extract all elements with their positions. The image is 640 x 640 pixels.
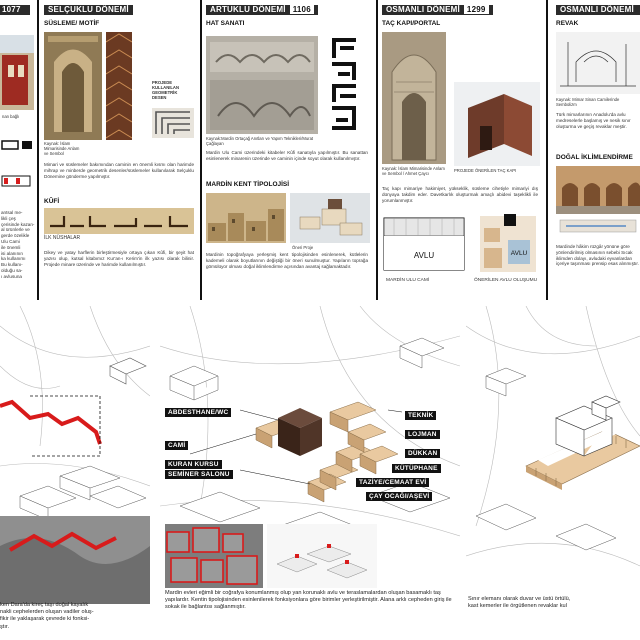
col2-subtitle-motif: SÜSLEME/ MOTİF [44, 20, 100, 27]
column-separator [200, 0, 202, 300]
column-separator [37, 0, 39, 300]
col3-paragraph-1: Mardin Ulu Cami üzerindeki kitabeler Kûfi sanatıyla yapılmıştır. Bu sanattan esinlenerek minarenin üzerinde ve caminin içinde soyut olarak kullanılmıştır. [206, 150, 368, 161]
column-1 [0, 0, 36, 300]
context-description: ken Dara'da kireç taşı doğal kayalık nakli cephelerden oluşan vadiler oluş- fikir ile yaklaşarak çevrede ki fonksi- ştır. [0, 602, 94, 630]
col4-ulu-cami-plan [382, 214, 466, 274]
col4-proposal-caption: PROJEDE ÖNERİLEN TAÇ KAPI [454, 168, 517, 173]
col2-paragraph-1: Mimari ve süslemeler bakımından caminin en önemli kısmı olan harimde mihrap ve minberde geometrik desenler/süslemeler kullanılarak Selçuklu Dönemine gönderme yapılmıştır. [44, 162, 194, 179]
column-separator [546, 0, 548, 300]
col2-kufi-manuscript [44, 208, 194, 234]
column-5 [556, 0, 640, 300]
col1-year: 1077 [2, 5, 21, 14]
col3-proposal-caption: Öneri Proje [292, 245, 314, 250]
label-seminer-salonu: SEMİNER SALONU [165, 470, 233, 479]
col5-wind-diagram [556, 216, 640, 236]
terrace-model-render [267, 524, 377, 588]
arcade-description: Sınır elemanı olarak duvar ve üstü örtülü, kast kemerler ile örgütlenen revaklar kul [468, 596, 571, 610]
program-description: Mardin evleri eğimli bir coğrafya konumlanmış olup yan korunaklı avlu ve teraslamalardan oluşan basamaklı taş yapılardır. Kentin tipolojisinden esinlenilerek fonksiyonlara göre birimler yerleştirilmiştir. Alana arklı cepheden giriş ile sokak ile bağlantısı sağlanmıştır. [165, 590, 452, 611]
col3-header-title: ARTUKLU DÖNEMİ [210, 5, 286, 14]
col1-plan-sketch [0, 135, 34, 155]
col3-year: 1106 [290, 5, 314, 14]
label-cay-ocagi: ÇAY OCAĞI/AŞEVİ [366, 492, 432, 501]
col4-portal-photo [382, 32, 446, 164]
col2-header: SELÇUKLU DÖNEMİ [44, 5, 133, 15]
top-panel [0, 0, 640, 300]
label-taziye: TAZİYE/CEMAAT EVİ [356, 478, 429, 487]
col4-proposed-avlu-label: AVLU [510, 250, 528, 257]
label-abdesthane: ABDESTHANE/WC [165, 408, 231, 417]
col5-courtyard-photo [556, 166, 640, 214]
label-teknik: TEKNİK [405, 411, 436, 420]
label-cami: CAMİ [165, 441, 188, 450]
col4-plan-avlu-label: AVLU [413, 251, 435, 260]
col5-header: OSMANLI DÖNEMİ [556, 5, 640, 15]
column-3 [206, 0, 372, 300]
column-separator [376, 0, 378, 300]
col1-header [0, 5, 30, 15]
col4-proposed-courtyard-plan [478, 214, 538, 274]
col4-year: 1299 [464, 5, 489, 14]
col5-paragraph-1: Türk mimarlarının Anadolu'da avlu medreselerle başlamış ve nesik sınır oluşturma ve geçiş revaklar meştir. [556, 112, 631, 129]
col4-source-caption: Kaynak: İslam Mimarisinde Anlam ve Sembol / Ahmet Çaycı [382, 166, 445, 176]
col3-subtitle-hat: HAT SANATI [206, 20, 245, 27]
site-diagram-panel [0, 306, 640, 640]
col2-mihrab-photo [44, 32, 102, 140]
col1-red-diagram [0, 172, 34, 192]
col5-mosque-sketch [556, 32, 640, 94]
col2-pattern-photo [106, 32, 132, 140]
col4-ulu-cami-caption: MARDİN ULU CAMİ [386, 278, 430, 283]
col3-header [206, 5, 318, 15]
col5-subtitle-iklim: DOĞAL İKLİMLENDİRME [556, 154, 633, 161]
column-2 [44, 0, 196, 300]
col3-kufi-calligraphy [330, 36, 358, 134]
col1-photo [0, 35, 34, 110]
col5-subtitle-revak: REVAK [556, 20, 579, 27]
label-lojman: LOJMAN [405, 430, 440, 439]
col4-header-title: OSMANLI DÖNEMİ [386, 5, 460, 14]
col3-subtitle-tipoloji: MARDİN KENT TİPOLOJİSİ [206, 181, 290, 188]
col2-geometric-pattern [152, 108, 194, 138]
label-dukkan: DÜKKAN [405, 449, 440, 458]
col1-caption: nan bağlı [2, 114, 20, 119]
col3-source-caption: Kaynak:Mardin Ortaçağ Anıtları ve Yapım Teknikleri/Murat Çağlayan [206, 136, 314, 146]
col2-paragraph-2: Dikey ve yatay harflerin birleştirmesiyle ortaya çıkan Kûfi, bir şeyit hat yazısı olup, kutsal kitabımız Kur'an-ı Kerim'in ilk yazısı olarak bilinir. Projede minare üzerinde ve harimde kullanılmıştır. [44, 250, 194, 267]
col5-paragraph-2: Mardinde hâkim rüzgâr yönüne göre yönlendirilmiş olmasının sebebi Sıcak iklimden dolayı, avludaki eyvanlardan içeriye taşınması prensip esas alınmıştır. [556, 244, 639, 267]
col2-manuscript-caption: İLK NÜSHALAR [44, 235, 81, 241]
col2-subtitle-kufi: KÛFİ [44, 198, 60, 205]
col4-subtitle-portal: TAÇ KAPI/PORTAL [382, 20, 441, 27]
col2-source-caption: Kaynak: İslam Mimarisinde Anlam ve Sembol [44, 141, 80, 156]
col3-paragraph-2: Mardinin topoğrafyaya yerleşmiş kent tipolojisinden esinlenerek, kütlelerin kademeli olarak boyutlarının değiştiği bir öneri sunulmuştur. Yapıların toprağa gömülüyor olması doğal iklimlendirme açısından avantaj sağlamaktadır. [206, 252, 368, 269]
col1-text: antsal me- likli çeş çerisinde kazan- al ürünlerle ve gerde özelikle Ulu Cami ile önemli isi alanının ka kullanımı Bu kullanı- olduğu sa- ı avlusuna [1, 210, 35, 279]
col2-pattern-caption: PROJEDE KULLANILAN GEOMETRİK DESEN [152, 80, 179, 100]
col5-source-caption: Kaynak: Mimar Sinan Camilerinde Sembolizm [556, 97, 620, 107]
col4-header [382, 5, 493, 15]
col4-proposed-portal-render [454, 82, 540, 166]
label-kuran-kursu: KURAN KURSU [165, 460, 222, 469]
col3-mardin-city-photo [206, 193, 286, 243]
col3-inscription-photo [206, 36, 318, 134]
site-diagram-arcade [466, 306, 640, 596]
col3-proposal-render [290, 193, 370, 243]
column-4 [382, 0, 542, 300]
col4-paragraph: Taç kapı mimariye hakimiyet, yükseklik, süsleme cihetiyle mimariyi dış dünyaya takdim eder. Davetkarlık oluşturmak amaçlı abidevi taşeklikli ile yorumlanmıştır. [382, 186, 538, 203]
label-kutuphane: KÜTÜPHANE [392, 464, 441, 473]
site-diagram-context [0, 306, 150, 640]
col4-courtyard-caption: ÖNERİLEN AVLU OLUŞUMU [474, 278, 538, 283]
mardin-houses-photo [165, 524, 263, 588]
